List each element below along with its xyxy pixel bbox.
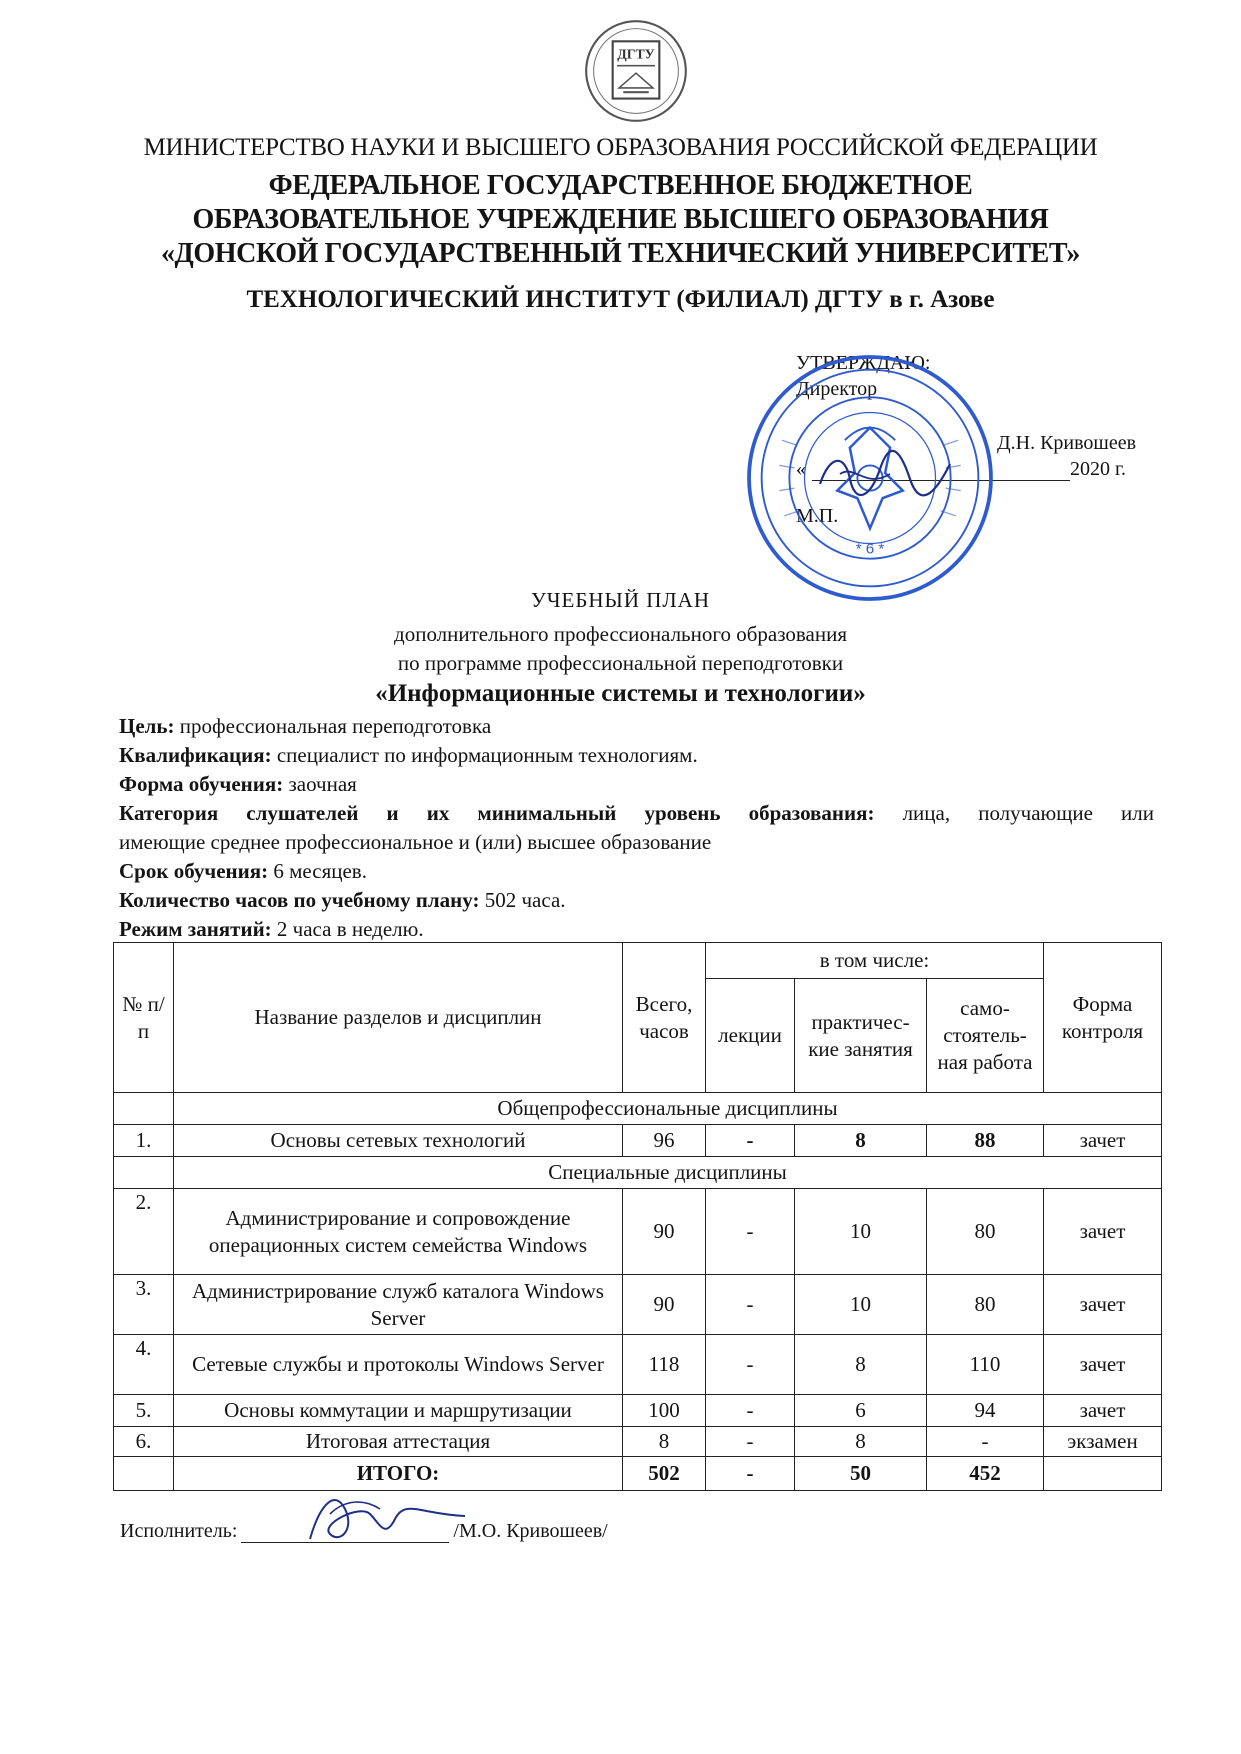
row-self: 110 [927,1335,1044,1395]
approve-label: УТВЕРЖДАЮ: [796,352,931,374]
row-lectures: - [706,1275,795,1335]
table-row [114,1275,1162,1335]
col-header-including: в том числе: [706,943,1044,979]
goal-label: Цель: [119,714,175,738]
row-control: зачет [1044,1189,1162,1275]
ministry-title: МИНИСТЕРСТВО НАУКИ И ВЫСШЕГО ОБРАЗОВАНИЯ РОССИЙСКОЙ ФЕДЕРАЦИИ [143,134,1098,161]
university-emblem-icon [583,18,689,124]
row-name: Итоговая аттестация [174,1427,623,1457]
row-name: Основы коммутации и маршрутизации [174,1395,623,1427]
row-lectures: - [706,1335,795,1395]
director-signature [810,444,960,504]
table-header-row [114,943,1162,979]
mode-label: Режим занятий: [119,917,272,941]
row-total: 100 [623,1395,706,1427]
row-control: зачет [1044,1125,1162,1157]
col-header-num: № п/п [114,943,174,1093]
executor-signature [290,1484,470,1554]
approval-date-prefix: « [796,458,806,480]
qualification-line [119,741,1154,770]
table-row [114,1335,1162,1395]
term-value: 6 месяцев. [268,859,367,883]
total-hours: 502 [623,1457,706,1491]
row-total: 96 [623,1125,706,1157]
col-header-control: Форма контроля [1044,943,1162,1093]
plan-subtitle-line2: по программе профессиональной переподготовки [397,651,844,675]
director-label: Директор [796,378,878,400]
total-control [1044,1457,1162,1491]
category-line [119,799,1154,828]
row-num: 6. [114,1427,174,1457]
table-row [114,1189,1162,1275]
row-lectures: - [706,1125,795,1157]
row-control: экзамен [1044,1427,1162,1457]
mode-value: 2 часа в неделю. [271,917,424,941]
program-name: «Информационные системы и технологии» [375,680,866,707]
row-self: - [927,1427,1044,1457]
hours-line [119,886,1154,915]
category-value-b: имеющие среднее профессиональное и (или) высшее образование [119,830,712,854]
row-self: 80 [927,1189,1044,1275]
row-total: 118 [623,1335,706,1395]
row-num: 3. [114,1275,174,1335]
row-name: Администрирование и сопровождение операционных систем семейства Windows [174,1189,623,1275]
qualification-label: Квалификация: [119,743,272,767]
table-row [114,1427,1162,1457]
row-lectures: - [706,1427,795,1457]
row-practice: 6 [795,1395,927,1427]
term-line [119,857,1154,886]
svg-text:* 6 *: * 6 * [855,540,885,558]
mode-line [119,915,1154,944]
executor-name: /М.О. Кривошеев/ [453,1520,608,1542]
executor-label: Исполнитель: [120,1520,238,1542]
row-total: 90 [623,1275,706,1335]
goal-line [119,712,1154,741]
section-row [114,1093,1162,1125]
section-row [114,1157,1162,1189]
total-practice: 50 [795,1457,927,1491]
curriculum-table [113,942,1162,1491]
row-control: зачет [1044,1275,1162,1335]
row-num: 5. [114,1395,174,1427]
hours-value: 502 часа. [479,888,566,912]
row-num: 4. [114,1335,174,1395]
category-line-2 [119,828,1154,857]
category-value-a: лица, получающие или [874,801,1155,825]
row-lectures: - [706,1395,795,1427]
org-title-line1: ФЕДЕРАЛЬНОЕ ГОСУДАРСТВЕННОЕ БЮДЖЕТНОЕ [268,170,973,201]
table-row [114,1125,1162,1157]
row-total: 8 [623,1427,706,1457]
form-value: заочная [283,772,357,796]
row-control: зачет [1044,1335,1162,1395]
row-lectures: - [706,1189,795,1275]
row-control: зачет [1044,1395,1162,1427]
row-practice: 10 [795,1275,927,1335]
row-practice: 8 [795,1335,927,1395]
row-name: Сетевые службы и протоколы Windows Server [174,1335,623,1395]
plan-subtitle-line1: дополнительного профессионального образования [394,622,847,646]
org-title-line3: «ДОНСКОЙ ГОСУДАРСТВЕННЫЙ ТЕХНИЧЕСКИЙ УНИВЕРСИТЕТ» [160,238,1081,269]
institute-title: ТЕХНОЛОГИЧЕСКИЙ ИНСТИТУТ (ФИЛИАЛ) ДГТУ в г. Азове [246,286,995,313]
col-header-total: Всего, часов [623,943,706,1093]
section-special: Специальные дисциплины [174,1157,1162,1189]
col-header-name: Название разделов и дисциплин [174,943,623,1093]
form-line [119,770,1154,799]
row-num: 2. [114,1189,174,1275]
col-header-self: само-стоятель-ная работа [927,979,1044,1093]
org-title-line2: ОБРАЗОВАТЕЛЬНОЕ УЧРЕЖДЕНИЕ ВЫСШЕГО ОБРАЗОВАНИЯ [192,204,1049,235]
row-total: 90 [623,1189,706,1275]
table-row [114,1395,1162,1427]
term-label: Срок обучения: [119,859,269,883]
col-header-lectures: лекции [706,979,795,1093]
seal-label: М.П. [796,505,839,527]
category-label: Категория слушателей и их минимальный уровень образования: [119,801,875,825]
row-self: 80 [927,1275,1044,1335]
row-practice: 8 [795,1125,927,1157]
col-header-practice: практичес-кие занятия [795,979,927,1093]
row-self: 88 [927,1125,1044,1157]
total-row [114,1457,1162,1491]
section-general: Общепрофессиональные дисциплины [174,1093,1162,1125]
plan-title: УЧЕБНЫЙ ПЛАН [530,588,711,612]
row-practice: 10 [795,1189,927,1275]
goal-value: профессиональная переподготовка [174,714,492,738]
row-self: 94 [927,1395,1044,1427]
svg-text:ДГТУ: ДГТУ [617,46,655,62]
plan-info [119,712,1154,944]
row-num: 1. [114,1125,174,1157]
director-name: Д.Н. Кривошеев [997,432,1137,454]
total-lectures: - [706,1457,795,1491]
row-name: Основы сетевых технологий [174,1125,623,1157]
hours-label: Количество часов по учебному плану: [119,888,480,912]
total-label: ИТОГО: [174,1457,623,1491]
form-label: Форма обучения: [119,772,284,796]
row-practice: 8 [795,1427,927,1457]
qualification-value: специалист по информационным технологиям. [271,743,698,767]
total-self: 452 [927,1457,1044,1491]
row-name: Администрирование служб каталога Windows Server [174,1275,623,1335]
approval-year: 2020 г. [1070,458,1126,480]
